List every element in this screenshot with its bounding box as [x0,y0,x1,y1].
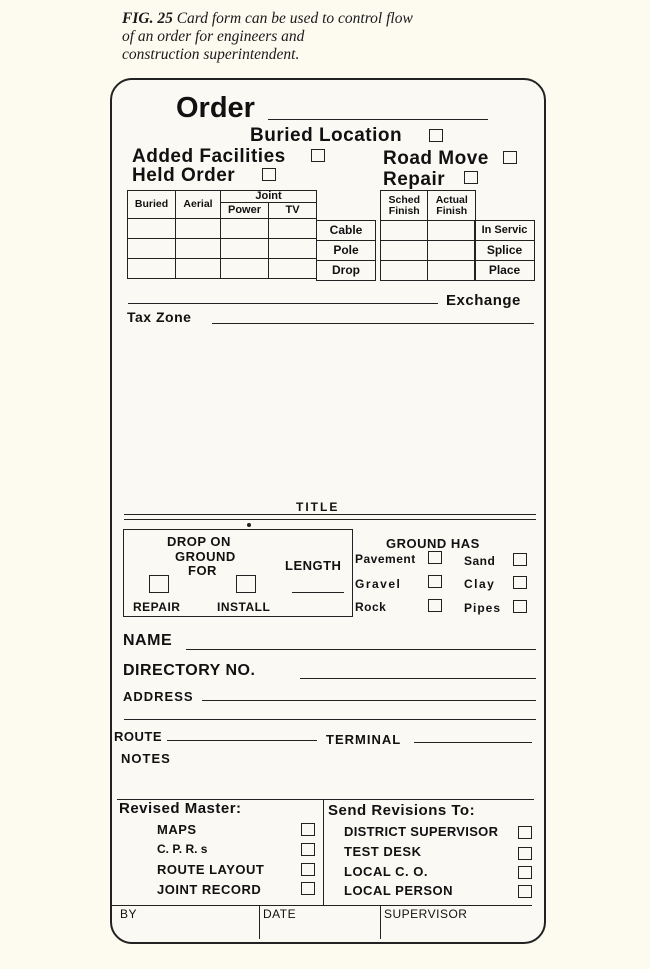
tax-zone-label: Tax Zone [127,309,192,325]
revised-maps-label: MAPS [157,822,197,837]
row-label-pole: Pole [317,241,376,261]
caption-line-3: construction superintendent. [122,46,300,63]
address-field[interactable] [202,700,536,701]
status-labels [474,220,535,281]
row-label-in-service: In Servic [475,221,535,241]
grid-cell[interactable] [176,219,221,239]
added-facilities-checkbox[interactable] [311,149,325,162]
drop-line-1: DROP ON [167,534,231,549]
drop-line-3: FOR [188,563,217,578]
directory-label: DIRECTORY NO. [123,662,256,679]
figure-number: FIG. 25 [122,10,173,27]
dot-mark [247,523,251,527]
repair-label: Repair [383,169,446,190]
revised-joint-record-label: JOINT RECORD [157,882,262,897]
rock-checkbox[interactable] [428,599,442,612]
test-desk-checkbox[interactable] [518,847,532,860]
held-order-label: Held Order [132,165,236,186]
footer-divider-1 [259,905,260,939]
grid-cell[interactable] [128,219,176,239]
grid-cell[interactable] [176,259,221,279]
drop-repair-label: REPAIR [133,600,181,614]
exchange-label: Exchange [446,292,521,309]
title-divider-bottom [124,519,536,520]
send-local-person-label: LOCAL PERSON [344,883,454,898]
name-label: NAME [123,632,173,649]
clay-checkbox[interactable] [513,576,527,589]
address-field-line-2[interactable] [124,719,536,720]
row-label-drop: Drop [317,261,376,281]
notes-label: NOTES [121,751,171,766]
send-test-desk-label: TEST DESK [344,844,422,859]
ground-sand-label: Sand [464,554,496,568]
grid-cell[interactable] [381,241,428,261]
send-district-supervisor-label: DISTRICT SUPERVISOR [344,824,499,839]
sched-text: Sched [388,193,420,206]
date-label: DATE [263,907,297,921]
actual-text: Actual [435,193,468,206]
drop-repair-checkbox[interactable] [149,575,169,593]
actual-finish-header [428,191,476,221]
grid-cell[interactable] [428,241,476,261]
grid-cell[interactable] [128,259,176,279]
grid-cell[interactable] [269,239,317,259]
route-label: ROUTE [114,729,162,744]
facilities-grid [127,190,317,279]
repair-checkbox[interactable] [464,171,478,184]
ground-clay-label: Clay [464,577,496,591]
order-label: Order [176,92,255,124]
local-person-checkbox[interactable] [518,885,532,898]
revisions-divider [323,799,324,905]
sand-checkbox[interactable] [513,553,527,566]
by-label: BY [120,907,138,921]
length-label: LENGTH [285,558,342,573]
aerial-header: Aerial [176,191,221,219]
sched-finish-header [381,191,428,221]
row-label-place: Place [475,261,535,281]
grid-cell[interactable] [269,219,317,239]
caption-line-2: of an order for engineers and [122,28,305,45]
length-field[interactable] [292,592,344,593]
maps-checkbox[interactable] [301,823,315,836]
pipes-checkbox[interactable] [513,600,527,613]
figure-caption [122,10,562,64]
facility-type-labels [316,220,376,281]
grid-cell[interactable] [221,239,269,259]
revised-route-layout-label: ROUTE LAYOUT [157,862,265,877]
route-field[interactable] [167,740,317,741]
buried-location-label: Buried Location [250,125,403,146]
supervisor-label: SUPERVISOR [384,907,468,921]
terminal-label: TERMINAL [326,732,402,747]
tv-header: TV [269,203,317,219]
revised-cprs-label: C. P. R. s [157,842,208,856]
revised-master-heading: Revised Master: [119,800,242,817]
caption-line-1: Card form can be used to control flow [176,10,413,27]
finish-text: Finish [388,204,420,217]
grid-cell[interactable] [381,261,428,281]
pavement-checkbox[interactable] [428,551,442,564]
terminal-field[interactable] [414,742,532,743]
road-move-checkbox[interactable] [503,151,517,164]
cprs-checkbox[interactable] [301,843,315,856]
grid-cell[interactable] [428,221,476,241]
grid-cell[interactable] [221,259,269,279]
held-order-checkbox[interactable] [262,168,276,181]
power-header: Power [221,203,269,219]
finish-text: Finish [436,204,468,217]
grid-cell[interactable] [128,239,176,259]
schedule-grid [380,190,476,281]
road-move-label: Road Move [383,148,489,169]
title-label: TITLE [296,500,340,514]
joint-header: Joint [221,191,317,203]
directory-field[interactable] [300,678,536,679]
district-supervisor-checkbox[interactable] [518,826,532,839]
row-label-splice: Splice [475,241,535,261]
drop-line-2: GROUND [175,549,236,564]
exchange-field[interactable] [128,303,438,304]
grid-cell[interactable] [221,219,269,239]
buried-header: Buried [128,191,176,219]
name-field[interactable] [186,649,536,650]
gravel-checkbox[interactable] [428,575,442,588]
drop-install-checkbox[interactable] [236,575,256,593]
send-local-co-label: LOCAL C. O. [344,864,428,879]
drop-install-label: INSTALL [217,600,271,614]
row-label-cable: Cable [317,221,376,241]
buried-location-checkbox[interactable] [429,129,443,142]
ground-pipes-label: Pipes [464,601,502,615]
grid-cell[interactable] [428,261,476,281]
grid-cell[interactable] [269,259,317,279]
ground-has-heading: GROUND HAS [386,536,480,551]
footer-rule [112,905,532,906]
ground-pavement-label: Pavement [355,552,416,566]
grid-cell[interactable] [176,239,221,259]
address-label: ADDRESS [123,689,194,704]
footer-divider-2 [380,905,381,939]
added-facilities-label: Added Facilities [132,146,286,167]
ground-rock-label: Rock [355,600,387,614]
ground-gravel-label: Gravel [355,577,402,591]
send-revisions-heading: Send Revisions To: [328,802,476,819]
local-co-checkbox[interactable] [518,866,532,879]
grid-cell[interactable] [381,221,428,241]
joint-record-checkbox[interactable] [301,882,315,895]
title-divider-top [124,514,536,515]
route-layout-checkbox[interactable] [301,863,315,876]
tax-zone-field[interactable] [212,323,534,324]
order-number-field[interactable] [268,119,488,120]
